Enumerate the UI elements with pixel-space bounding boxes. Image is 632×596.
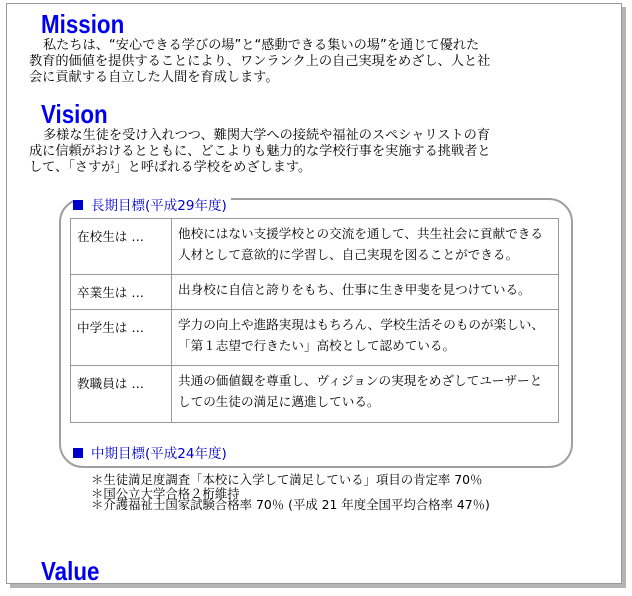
- row-value: 学力の向上や進路実現はもちろん、学校生活そのものが楽しい、 「第１志望で行きたい」高校として認めている。: [172, 310, 559, 366]
- mission-line-2: 教育的価値を提供することにより、ワンランク上の自己実現をめざし、人と社: [29, 54, 491, 69]
- row-key: 教職員は …: [71, 366, 172, 423]
- mid-term-list: [91, 471, 490, 513]
- list-item: ＊国公立大学合格２桁維持: [91, 486, 240, 501]
- square-bullet-icon: [73, 448, 83, 458]
- value-heading: Value: [41, 556, 100, 586]
- mid-term-title: 中期目標(平成24年度): [73, 446, 227, 462]
- table-row: [71, 366, 559, 423]
- row-value: 共通の価値観を尊重し、ヴィジョンの実現をめざしてユーザーと しての生徒の満足に邁進している。: [172, 366, 559, 423]
- mission-line-1: 私たちは、“安心できる学びの場”と“感動できる集いの場”を通じて優れた: [43, 38, 480, 53]
- list-item: ＊生徒満足度調査「本校に入学して満足している」項目の肯定率 70％: [91, 472, 483, 487]
- list-item: ＊介護福祉士国家試験合格率 70％ (平成 21 年度全国平均合格率 47％): [91, 497, 490, 512]
- vision-line-3: して、「さすが」と呼ばれる学校をめざします。: [29, 160, 312, 175]
- mission-text: [29, 38, 609, 86]
- long-term-table: [70, 218, 559, 423]
- table-row: [71, 219, 559, 275]
- row-key: 中学生は …: [71, 310, 172, 366]
- row-value: 出身校に自信と誇りをもち、仕事に生き甲斐を見つけている。: [172, 275, 559, 310]
- vision-line-2: 成に信頼がおけるとともに、どこよりも魅力的な学校行事を実施する挑戦者と: [29, 144, 491, 159]
- row-key: 在校生は …: [71, 219, 172, 275]
- table-row: [71, 275, 559, 310]
- long-term-title: 長期目標(平成29年度): [73, 198, 231, 214]
- square-bullet-icon: [73, 200, 83, 210]
- mission-line-3: 会に貢献する自立した人間を育成します。: [29, 70, 279, 85]
- row-value: 他校にはない支援学校との交流を通して、共生社会に貢献できる 人材として意欲的に学習し、自己実現を図ることができる。: [172, 219, 559, 275]
- vision-heading: Vision: [41, 99, 108, 129]
- vision-text: [29, 128, 609, 176]
- vision-line-1: 多様な生徒を受け入れつつ、難関大学への接続や福祉のスペシャリストの育: [43, 128, 491, 143]
- table-row: [71, 310, 559, 366]
- mission-heading: Mission: [41, 9, 125, 39]
- row-key: 卒業生は …: [71, 275, 172, 310]
